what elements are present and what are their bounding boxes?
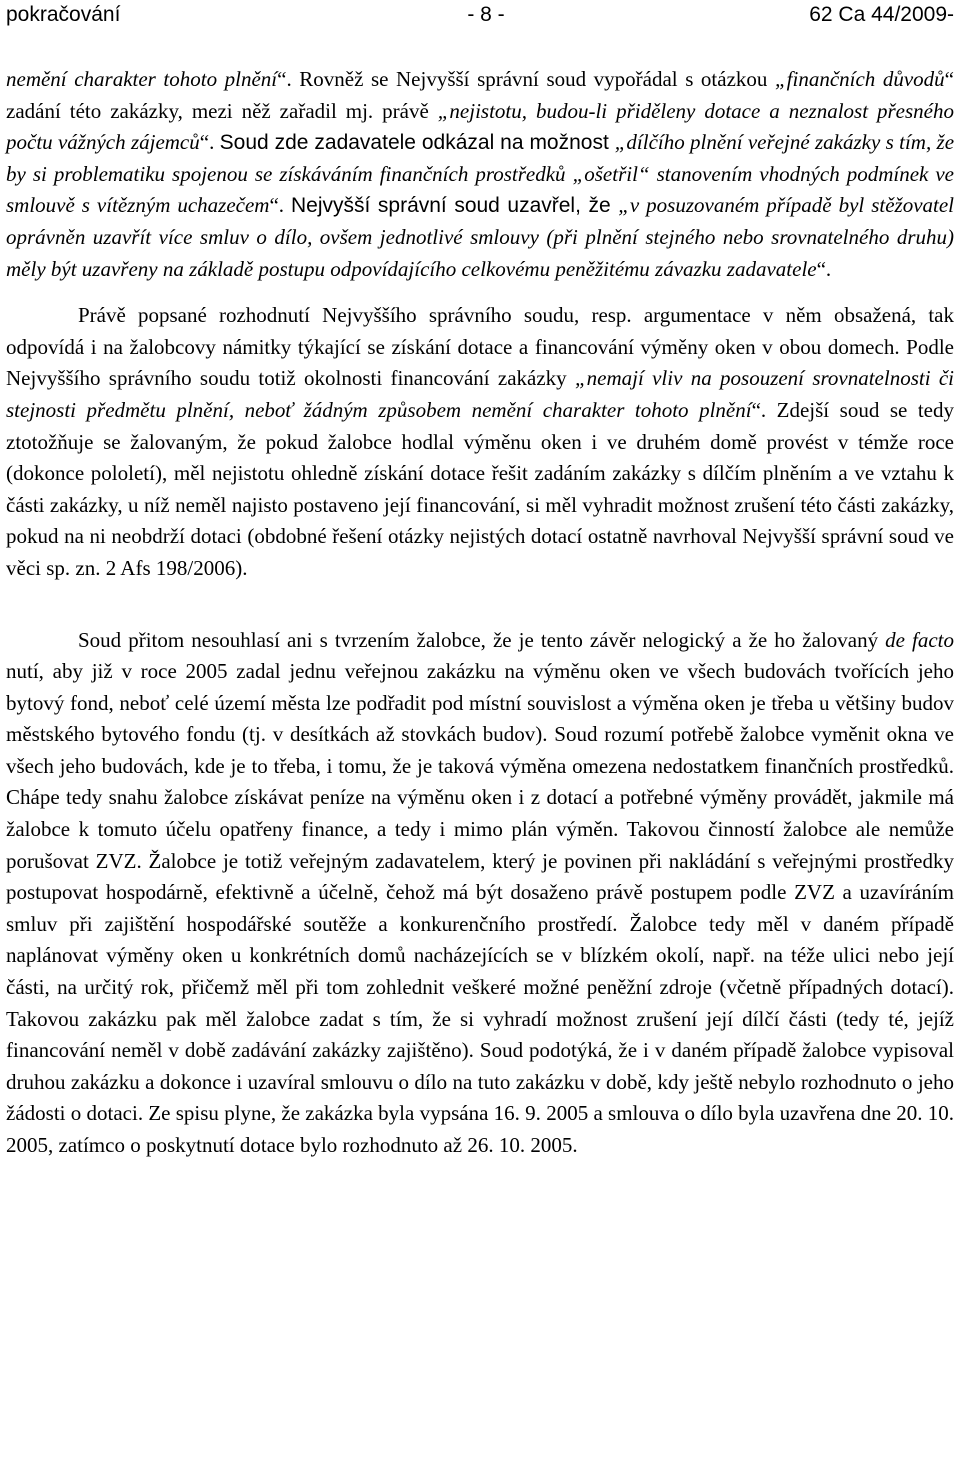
text-segment: Soud zde zadavatele odkázal na možnost bbox=[219, 131, 615, 155]
header-page-number: - 8 - bbox=[467, 3, 505, 26]
text-segment: “. bbox=[816, 256, 832, 281]
text-segment: “. Rovněž se Nejvyšší správní soud vypořádal s otázkou bbox=[277, 67, 775, 91]
text-segment: nutí, aby již v roce 2005 zadal jednu veřejnou zakázku na výměnu oken ve všech budovách tvořících jeho bytový fond, neboť celé území města lze podřadit pod místní souvislost a výměna oken je třeba u většiny budov městského bytového fondu (tj. v desítkách až stovkách budov). Soud rozumí potřebě žalobce vyměnit okna ve všech jeho budovách, kde je to třeba, i tomu, že je taková výměna omezena nedostatkem finančních prostředků. Chápe tedy snahu žalobce získávat peníze na výměnu oken i z dotací a potřebné výměny provádět, jakmile má žalobce k tomuto účelu opatřeny finance, a tedy i mimo plán výměn. Takovou činností žalobce ale nemůže porušovat ZVZ. Žalobce je totiž veřejným zadavatelem, který je povinen při nakládání s veřejnými prostředky postupovat hospodárně, efektivně a účelně, čehož má být dosaženo právě postupem podle ZVZ a uzavíráním smluv při zajištění hospodářské soutěže a konkurenčního prostředí. Žalobce tedy měl v daném případě naplánovat výměny oken u konkrétních domů nacházejících se v blízkém okolí, např. na téže ulici nebo její části, na určitý rok, přičemž měl při tom zohlednit veškeré možné peněžní zdroje (včetně případných dotací). Takovou zakázku pak měl žalobce zadat s tím, že si vyhradí možnost zrušení její dílčí části (tedy té, jejíž financování neměl v době zadávání zakázky zajištěno). Soud podotýká, že i v daném případě žalobce vypisoval druhou zakázku a dokonce i uzavíral smlouvu o dílo na tuto zakázku v době, kdy ještě nebylo rozhodnuto o jeho žádosti o dotaci. Ze spisu plyne, že zakázka byla vypsána 16. 9. 2005 a smlouva o dílo byla uzavřena dne 20. 10. 2005, zatímco o poskytnutí dotace bylo rozhodnuto až 26. 10. 2005. bbox=[6, 659, 954, 1157]
text-segment: “. bbox=[269, 193, 292, 218]
page-header bbox=[6, 0, 954, 30]
paragraph-3 bbox=[6, 625, 954, 1162]
text-segment: „nemají vliv na posouzení srovnatelnosti či stejnosti předmětu plnění, neboť žádným způsobem nemění charakter tohoto plnění bbox=[6, 366, 954, 422]
header-continuation-label: pokračování bbox=[6, 3, 121, 26]
text-segment: nemění charakter tohoto plnění bbox=[6, 67, 278, 91]
text-segment: “ zadání této zakázky, mezi něž zařadil mj. právě bbox=[6, 67, 954, 123]
text-segment: Právě popsané rozhodnutí Nejvyššího správního soudu, resp. argumentace v něm obsažená, tak odpovídá i na žalobcovy námitky týkající se získání dotace a financování výměny oken v obou domech. Podle Nejvyššího správního soudu totiž okolnosti financování zakázky bbox=[6, 303, 954, 391]
text-segment: “. bbox=[199, 130, 220, 155]
text-segment: de facto bbox=[885, 627, 954, 652]
text-segment: Soud přitom nesouhlasí ani s tvrzením žalobce, že je tento závěr nelogický a že ho žalovaný bbox=[78, 627, 886, 652]
text-segment: „finančních důvodů bbox=[774, 67, 945, 91]
text-segment: Nejvyšší správní soud uzavřel, že bbox=[291, 194, 619, 218]
text-segment: „v posuzovaném případě byl stěžovatel oprávněn uzavřít více smluv o dílo, ovšem jednotlivé smlouvy (při plnění stejného nebo srovnatelného druhu) měly být uzavřeny na základě postupu odpovídajícího celkovému peněžitému závazku zadavatele bbox=[6, 193, 955, 281]
paragraph-1 bbox=[6, 64, 954, 285]
text-segment: „nejistotu, budou-li přiděleny dotace a neznalost přesného počtu vážných zájemců bbox=[6, 98, 954, 155]
text-segment: “. Zdejší soud se tedy ztotožňuje se žalovaným, že pokud žalobce hodlal výměnu oken i ve druhém domě provést v témže roce (dokonce pololetí), měl nejistotu ohledně získání dotace řešit zadáním zakázky s dílčím plněním a ve vztahu k části zakázky, u níž neměl najisto postaveno její financování, si měl vyhradit možnost zrušení této části zakázky, pokud na ni neobdrží dotaci (obdobné řešení otázky nejistých dotací ostatně navrhoval Nejvyšší správní soud ve věci sp. zn. 2 Afs 198/2006). bbox=[6, 397, 954, 580]
header-case-number: 62 Ca 44/2009- bbox=[809, 3, 954, 26]
document-body bbox=[6, 64, 954, 1162]
paragraph-2 bbox=[6, 300, 954, 584]
text-segment: „dílčího plnění veřejné zakázky s tím, že by si problematiku spojenou se získáváním finančních prostředků „ošetřil“ stanovením vhodných podmínek ve smlouvě s vítězným uchazečem bbox=[6, 130, 955, 218]
